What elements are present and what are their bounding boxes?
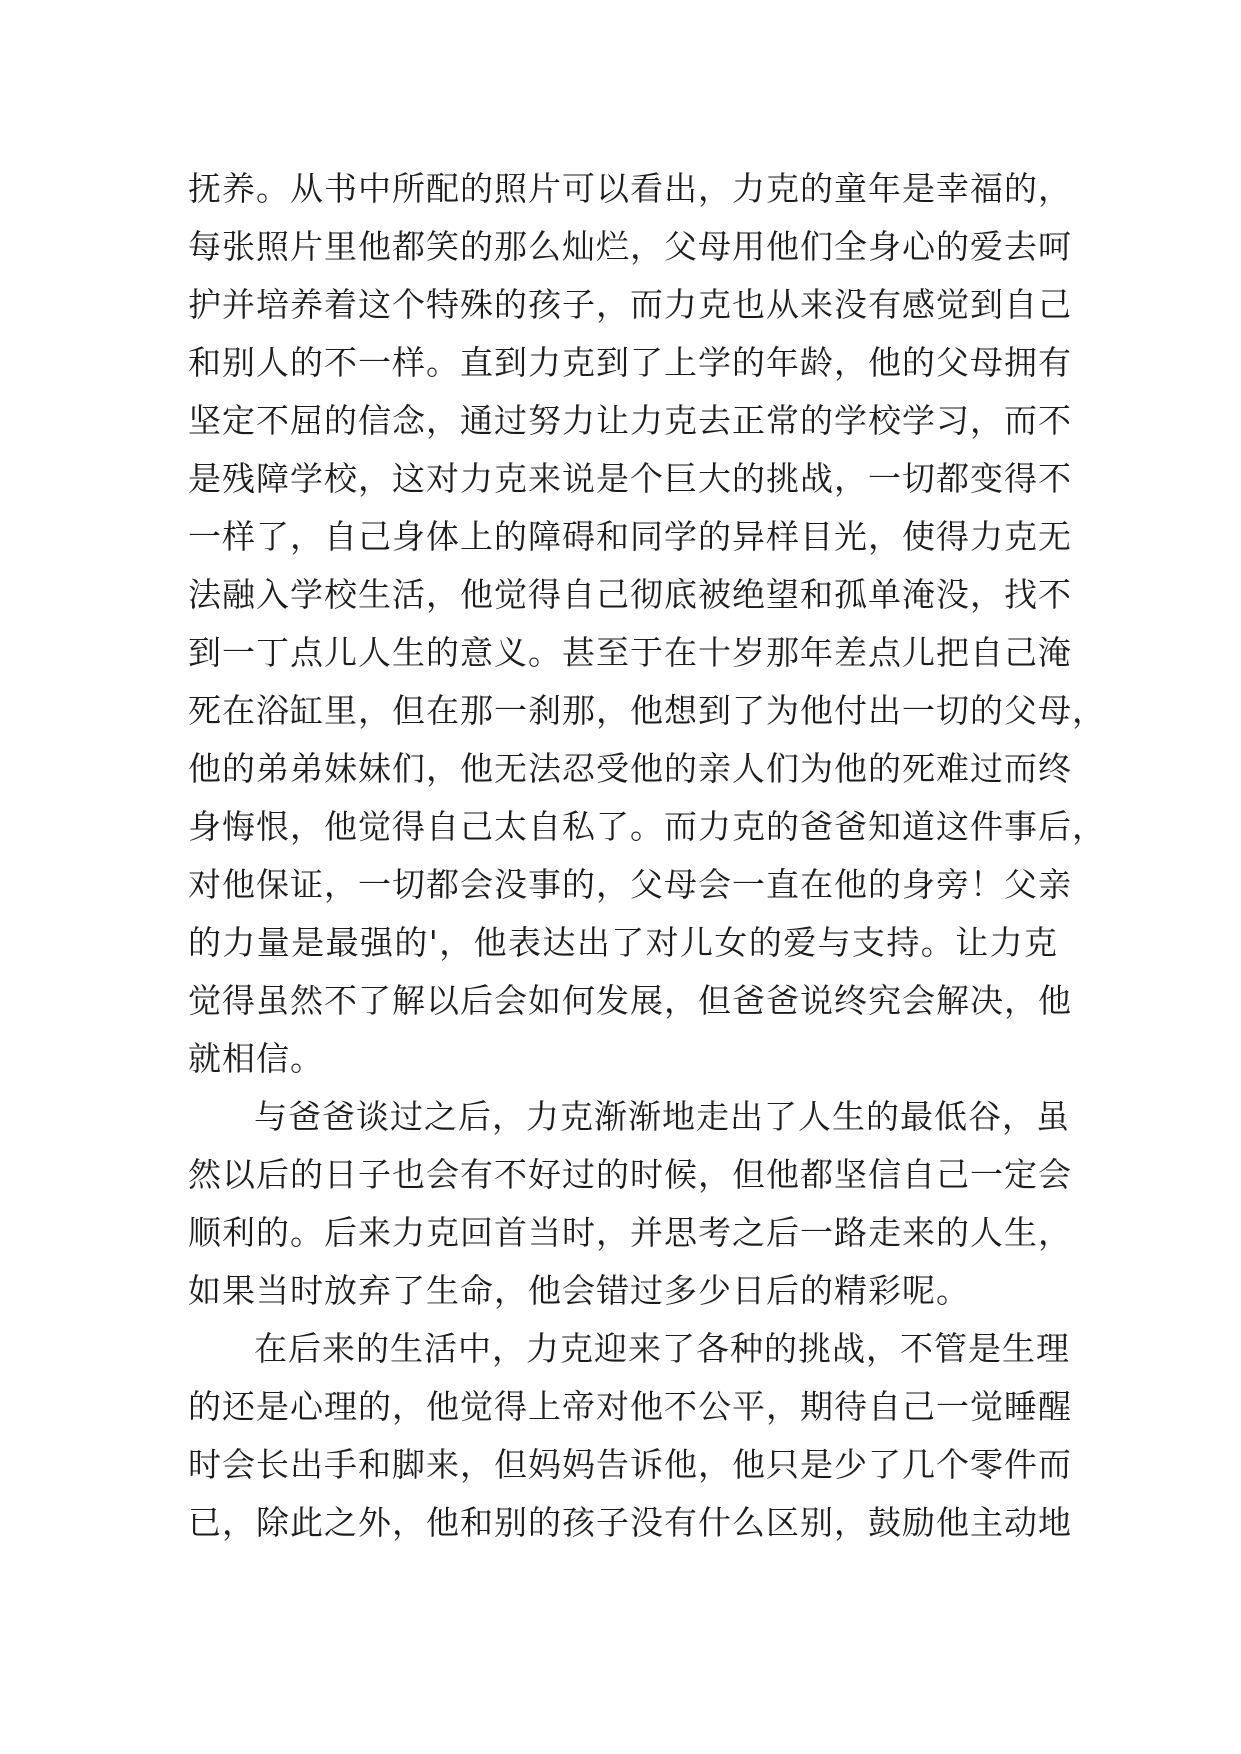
text-line: 他的弟弟妹妹们，他无法忍受他的亲人们为他的死难过而终: [188, 749, 1072, 788]
text-line: 如果当时放弃了生命，他会错过多少日后的精彩呢。: [188, 1271, 970, 1310]
text-line: 的还是心理的，他觉得上帝对他不公平，期待自己一觉睡醒: [188, 1387, 1072, 1426]
body-text: [188, 160, 1106, 1552]
text-line: 每张照片里他都笑的那么灿烂，父母用他们全身心的爱去呵: [188, 227, 1072, 266]
paragraph-3: [188, 1320, 1072, 1552]
text-line: 已，除此之外，他和别的孩子没有什么区别，鼓励他主动地: [188, 1503, 1072, 1542]
text-line: 就相信。: [188, 1039, 324, 1078]
text-line: 法融入学校生活，他觉得自己彻底被绝望和孤单淹没，找不: [188, 575, 1072, 614]
paragraph-1: [188, 160, 1106, 1088]
text-line: 抚养。从书中所配的照片可以看出，力克的童年是幸福的，: [188, 169, 1072, 208]
text-line: 是残障学校，这对力克来说是个巨大的挑战，一切都变得不: [188, 459, 1072, 498]
text-line: 对他保证，一切都会没事的，父母会一直在他的身旁！父亲: [188, 865, 1072, 904]
text-line: 的力量是最强的'，他表达出了对儿女的爱与支持。让力克: [188, 923, 1058, 962]
text-line: 顺利的。后来力克回首当时，并思考之后一路走来的人生，: [188, 1213, 1072, 1252]
text-line: 坚定不屈的信念，通过努力让力克去正常的学校学习，而不: [188, 401, 1072, 440]
text-line: 护并培养着这个特殊的孩子，而力克也从来没有感觉到自己: [188, 285, 1072, 324]
text-line: 在后来的生活中，力克迎来了各种的挑战，不管是生理: [254, 1329, 1070, 1368]
text-line: 时会长出手和脚来，但妈妈告诉他，他只是少了几个零件而: [188, 1445, 1072, 1484]
text-line: 到一丁点儿人生的意义。甚至于在十岁那年差点儿把自己淹: [188, 633, 1072, 672]
text-line: 觉得虽然不了解以后会如何发展，但爸爸说终究会解决，他: [188, 981, 1072, 1020]
paragraph-2: [188, 1088, 1072, 1320]
text-line: 死在浴缸里，但在那一刹那，他想到了为他付出一切的父母，: [188, 691, 1106, 730]
text-line: 一样了，自己身体上的障碍和同学的异样目光，使得力克无: [188, 517, 1072, 556]
text-line: 与爸爸谈过之后，力克渐渐地走出了人生的最低谷，虽: [254, 1097, 1070, 1136]
text-line: 身悔恨，他觉得自己太自私了。而力克的爸爸知道这件事后，: [188, 807, 1106, 846]
text-line: 和别人的不一样。直到力克到了上学的年龄，他的父母拥有: [188, 343, 1072, 382]
text-line: 然以后的日子也会有不好过的时候，但他都坚信自己一定会: [188, 1155, 1072, 1194]
